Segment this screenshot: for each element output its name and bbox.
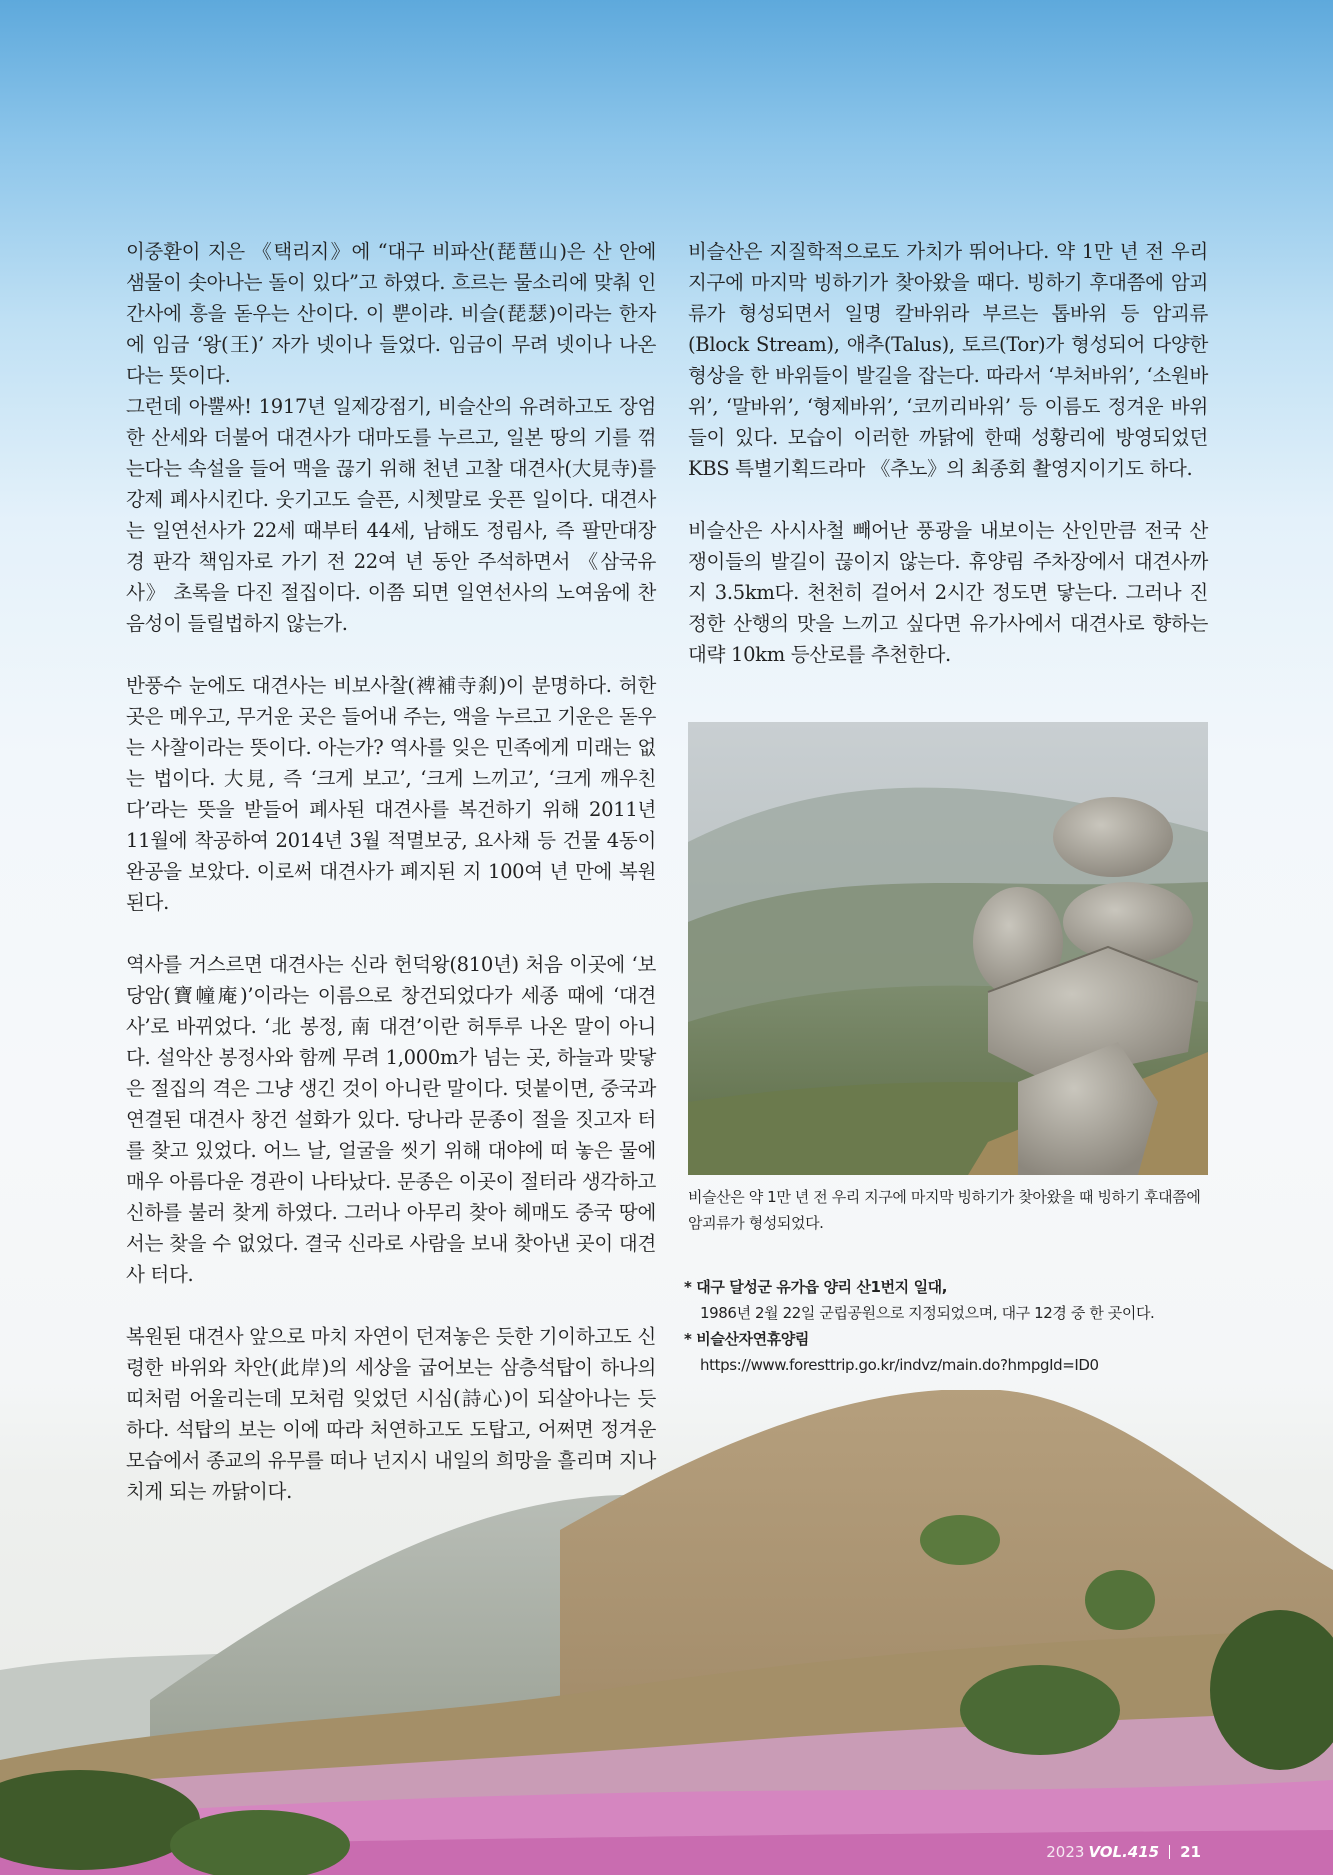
note-2-url[interactable]: https://www.foresttrip.go.kr/indvz/main.do?hmpgId=ID0 [700, 1356, 1099, 1374]
issue-volume: VOL.415 [1088, 1843, 1160, 1861]
rock-photo [688, 722, 1208, 1175]
top-boulder [1053, 797, 1173, 877]
right-column [688, 236, 1208, 670]
note-1-title: * 대구 달성군 유가읍 양리 산1번지 일대, [684, 1278, 948, 1296]
left-column [126, 236, 656, 1507]
folio-divider [1169, 1845, 1170, 1859]
paragraph-bibo-temple: 반풍수 눈에도 대견사는 비보사찰(裨補寺刹)이 분명하다. 허한 곳은 메우고, 무거운 곳은 들어내 주는, 액을 누르고 기운은 돋우는 사찰이라는 뜻이다. 아는가? 역사를 잊은 민족에게 미래는 없는 법이다. 大見, 즉 ‘크게 보고’, ‘크게 느끼고’, ‘크게 깨우친다’라는 뜻을 받들어 폐사된 대견사를 복건하기 위해 2011년 11월에 착공하여 2014년 3월 적멸보궁, 요사채 등 건물 4동이 완공을 보았다. 이로써 대견사가 폐지된 지 100여 년 만에 복원된다. [126, 674, 656, 914]
caption-line-2: 암괴류가 형성되었다. [688, 1214, 824, 1232]
paragraph-history: 역사를 거스르면 대견사는 신라 헌덕왕(810년) 처음 이곳에 ‘보당암(寶幢庵)’이라는 이름으로 창건되었다가 세종 때에 ‘대견사’로 바뀌었다. ‘北 봉정, 南 대견’이란 허투루 나온 말이 아니다. 설악산 봉정사와 함께 무려 1,000m가 넘는 곳, 하늘과 맞닿은 절집의 격은 그냥 생긴 것이 아니란 말이다. 덧붙이면, 중국과 연결된 대견사 창건 설화가 있다. 당나라 문종이 절을 짓고자 터를 찾고 있었다. 어느 날, 얼굴을 씻기 위해 대야에 떠 놓은 물에 매우 아름다운 경관이 나타났다. 문종은 이곳이 절터라 생각하고 신하를 불러 찾게 하였다. 그러나 아무리 찾아 헤매도 중국 땅에서는 찾을 수 없었다. 결국 신라로 사람을 보내 찾아낸 곳이 대견사 터다. [126, 953, 656, 1286]
rock-photo-image [688, 722, 1208, 1175]
page-folio [1046, 1843, 1201, 1861]
photo-caption [688, 1184, 1218, 1236]
page-number: 21 [1180, 1843, 1201, 1861]
azalea-landscape [0, 1390, 1333, 1875]
paragraph-trail: 비슬산은 사시사철 빼어난 풍광을 내보이는 산인만큼 전국 산쟁이들의 발길이 끊이지 않는다. 휴양림 주차장에서 대견사까지 3.5km다. 천천히 걸어서 2시간 정도면 닿는다. 그러나 진정한 산행의 맛을 느끼고 싶다면 유가사에서 대견사로 향하는 대략 10km 등산로를 추천한다. [688, 519, 1208, 666]
note-2-title: * 비슬산자연휴양림 [684, 1330, 809, 1348]
paragraph-pagoda: 복원된 대견사 앞으로 마치 자연이 던져놓은 듯한 기이하고도 신령한 바위와 차안(此岸)의 세상을 굽어보는 삼층석탑이 하나의 띠처럼 어울리는데 모처럼 잊었던 시심(詩心)이 되살아나는 듯하다. 석탑의 보는 이에 따라 처연하고도 도탑고, 어쩌면 정겨운 모습에서 종교의 유무를 떠나 넌지시 내일의 희망을 흘리며 지나치게 되는 까닭이다. [126, 1325, 656, 1503]
note-1-text: 1986년 2월 22일 군립공원으로 지정되었으며, 대구 12경 중 한 곳이다. [700, 1304, 1155, 1322]
footnotes [684, 1274, 1244, 1378]
paragraph-1917: 그런데 아뿔싸! 1917년 일제강점기, 비슬산의 유려하고도 장엄한 산세와 더불어 대견사가 대마도를 누르고, 일본 땅의 기를 꺾는다는 속설을 들어 맥을 끊기 위해 천년 고찰 대견사(大見寺)를 강제 폐사시킨다. 웃기고도 슬픈, 시쳇말로 웃픈 일이다. 대견사는 일연선사가 22세 때부터 44세, 남해도 정림사, 즉 팔만대장경 판각 책임자로 가기 전 22여 년 동안 주석하면서 《삼국유사》 초록을 다진 절집이다. 이쯤 되면 일연선사의 노여움에 찬 음성이 들릴법하지 않는가. [126, 395, 656, 635]
paragraph-taekriji: 이중환이 지은 《택리지》에 “대구 비파산(琵琶山)은 산 안에 샘물이 솟아나는 돌이 있다”고 하였다. 흐르는 물소리에 맞춰 인간사에 흥을 돋우는 산이다. 이 뿐이랴. 비슬(琵瑟)이라는 한자에 임금 ‘왕(王)’ 자가 넷이나 들었다. 임금이 무려 넷이나 나온다는 뜻이다. [126, 240, 656, 387]
paragraph-geology: 비슬산은 지질학적으로도 가치가 뛰어나다. 약 1만 년 전 우리 지구에 마지막 빙하기가 찾아왔을 때다. 빙하기 후대쯤에 암괴류가 형성되면서 일명 칼바위라 부르는 톱바위 등 암괴류(Block Stream), 애추(Talus), 토르(Tor)가 형성되어 다양한 형상을 한 바위들이 발길을 잡는다. 따라서 ‘부처바위’, ‘소원바위’, ‘말바위’, ‘형제바위’, ‘코끼리바위’ 등 이름도 정겨운 바위들이 있다. 모습이 이러한 까닭에 한때 성황리에 방영되었던 KBS 특별기획드라마 《추노》의 최종회 촬영지이기도 하다. [688, 240, 1208, 480]
issue-year: 2023 [1046, 1843, 1085, 1861]
caption-line-1: 비슬산은 약 1만 년 전 우리 지구에 마지막 빙하기가 찾아왔을 때 빙하기 후대쯤에 [688, 1188, 1201, 1206]
